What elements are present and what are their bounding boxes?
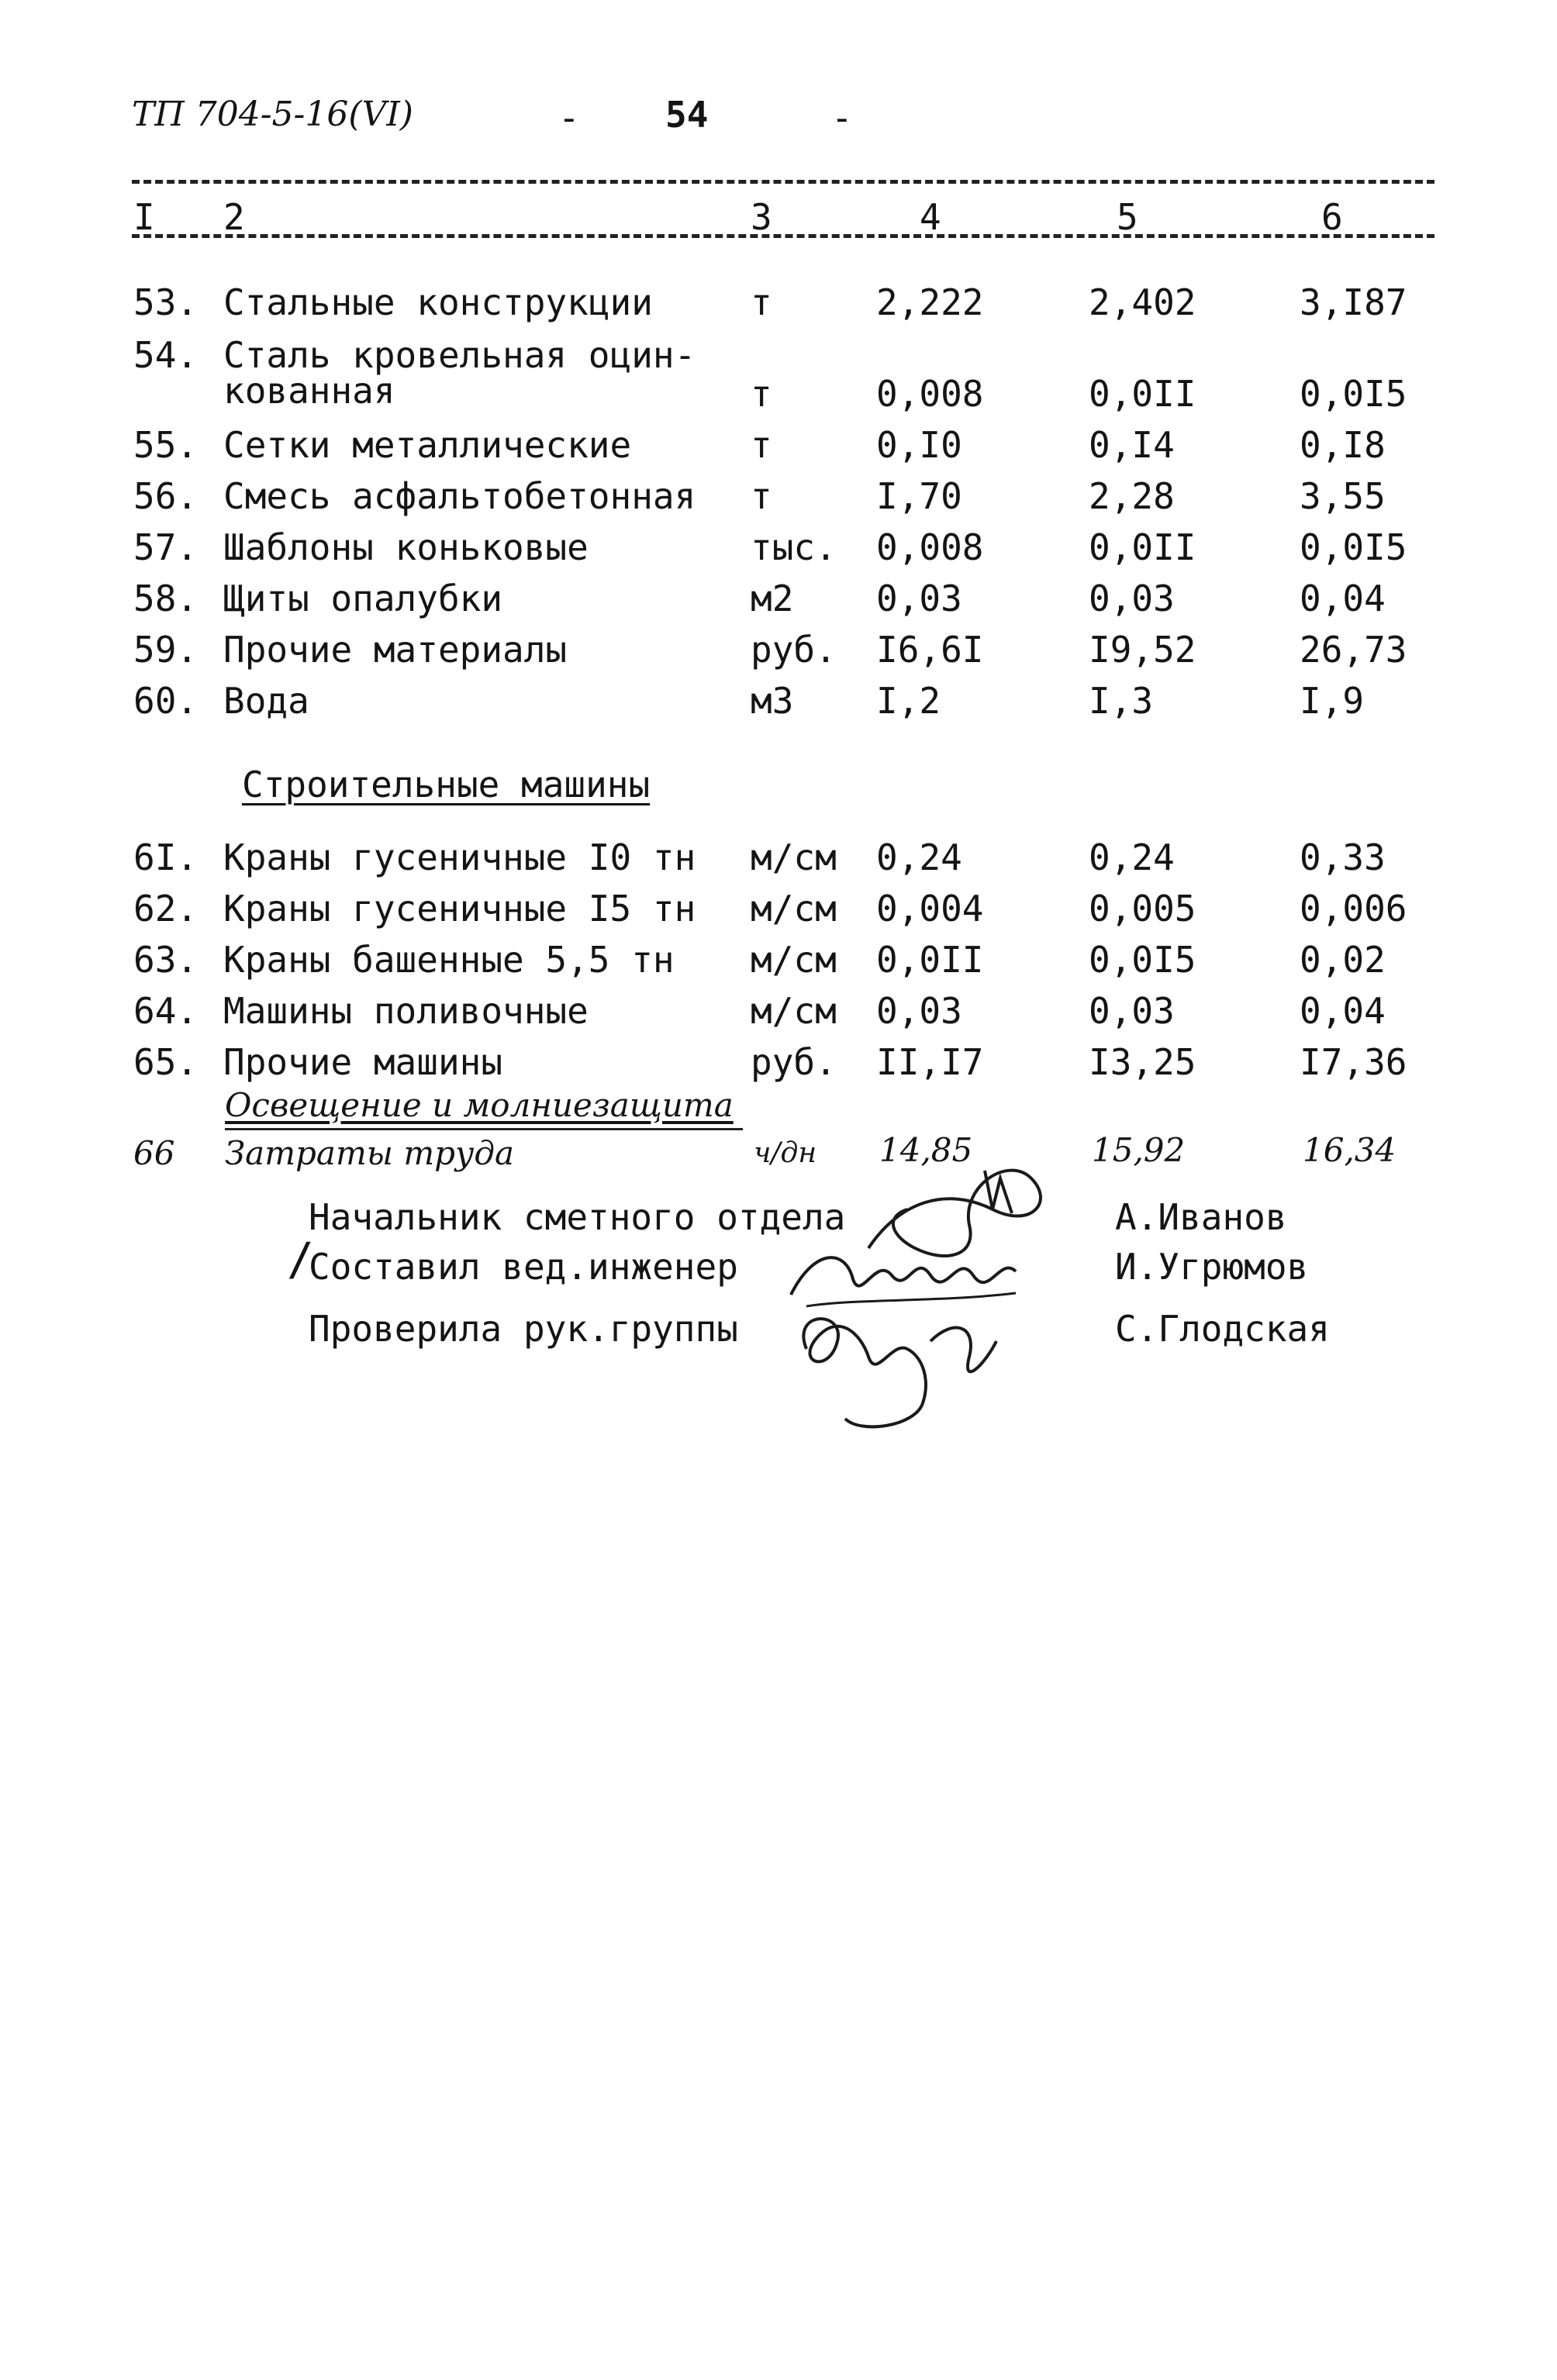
signature-slash: /	[287, 1233, 314, 1285]
signature-role: Начальник сметного отдела	[309, 1196, 846, 1238]
row-value-6: 0,0I5	[1300, 526, 1407, 568]
signature-person: А.Иванов	[1115, 1196, 1287, 1238]
row-value-4: 0,24	[876, 836, 962, 878]
column-header-1: I	[133, 196, 155, 238]
row-unit: тыс.	[751, 526, 837, 568]
page-marker-left: -	[558, 97, 580, 139]
header-rule-bottom	[132, 234, 1434, 238]
row-value-5: 0,0II	[1089, 526, 1196, 568]
signature-role: Составил вед.инженер	[309, 1246, 738, 1288]
row-value-5: I3,25	[1089, 1041, 1196, 1083]
handwritten-section-heading: Освещение и молниезащита	[225, 1086, 734, 1124]
row-name: Сталь кровельная оцин-	[223, 334, 696, 376]
row-num: 59.	[133, 629, 199, 671]
column-header-3: 3	[751, 196, 772, 238]
row-num: 53.	[133, 281, 199, 323]
row-name: Краны гусеничные I0 тн	[223, 836, 696, 878]
handwritten-row-value-6: 16,34	[1303, 1131, 1396, 1169]
page-marker-right: -	[831, 97, 853, 139]
column-header-4: 4	[920, 196, 941, 238]
row-value-5: I,3	[1089, 680, 1154, 722]
row-num: 63.	[133, 939, 199, 981]
row-value-5: 0,I4	[1089, 424, 1175, 466]
row-unit: м/см	[751, 836, 837, 878]
row-num: 6I.	[133, 836, 199, 878]
row-value-6: 0,33	[1300, 836, 1386, 878]
row-unit: руб.	[751, 1041, 837, 1083]
row-value-6: 26,73	[1300, 629, 1407, 671]
row-value-4: I6,6I	[876, 629, 984, 671]
row-value-6: 0,0I5	[1300, 373, 1407, 415]
row-num: 60.	[133, 680, 199, 722]
row-value-6: 0,04	[1300, 578, 1386, 619]
row-num: 54.	[133, 334, 199, 376]
section-heading-machines: Строительные машины	[242, 764, 651, 805]
row-unit: т	[751, 475, 772, 517]
row-num: 55.	[133, 424, 199, 466]
row-value-6: 0,006	[1300, 888, 1407, 930]
column-header-6: 6	[1321, 196, 1343, 238]
handwritten-row-value-4: 14,85	[879, 1131, 973, 1169]
row-name: Машины поливочные	[223, 990, 589, 1032]
header-rule-top	[132, 180, 1434, 184]
row-value-6: 3,55	[1300, 475, 1386, 517]
row-value-5: 0,0II	[1089, 373, 1196, 415]
row-name: Смесь асфальтобетонная	[223, 475, 696, 517]
row-num: 62.	[133, 888, 199, 930]
row-value-4: 2,222	[876, 281, 984, 323]
row-value-5: 0,03	[1089, 578, 1175, 619]
column-header-2: 2	[223, 196, 245, 238]
handwritten-row-value-5: 15,92	[1092, 1131, 1186, 1169]
row-num: 57.	[133, 526, 199, 568]
row-unit: руб.	[751, 629, 837, 671]
row-unit: м2	[751, 578, 794, 619]
row-unit: м3	[751, 680, 794, 722]
row-value-4: II,I7	[876, 1041, 984, 1083]
row-value-6: 0,04	[1300, 990, 1386, 1032]
doc-code: ТП 704-5-16(VI)	[132, 95, 413, 134]
row-value-5: I9,52	[1089, 629, 1196, 671]
row-num: 65.	[133, 1041, 199, 1083]
row-value-4: 0,004	[876, 888, 984, 930]
row-name: Шаблоны коньковые	[223, 526, 589, 568]
row-name: Стальные конструкции	[223, 281, 653, 323]
row-value-6: 0,02	[1300, 939, 1386, 981]
row-unit: м/см	[751, 990, 837, 1032]
signature-person: С.Глодская	[1115, 1308, 1330, 1350]
row-unit: м/см	[751, 888, 837, 930]
row-value-4: I,70	[876, 475, 962, 517]
signature-person: И.Угрюмов	[1115, 1246, 1309, 1288]
handwritten-row-name: Затраты труда	[225, 1134, 515, 1172]
row-name: Краны башенные 5,5 тн	[223, 939, 675, 981]
signature-scribble-group-lead	[775, 1295, 1016, 1442]
handwritten-row-unit: ч/дн	[754, 1137, 817, 1169]
row-value-5: 0,03	[1089, 990, 1175, 1032]
row-name: Вода	[223, 680, 309, 722]
row-value-6: 3,I87	[1300, 281, 1407, 323]
row-value-4: 0,I0	[876, 424, 962, 466]
row-num: 64.	[133, 990, 199, 1032]
row-value-6: I7,36	[1300, 1041, 1407, 1083]
row-value-5: 2,402	[1089, 281, 1196, 323]
row-name: Прочие материалы	[223, 629, 568, 671]
row-name: Краны гусеничные I5 тн	[223, 888, 696, 930]
row-num: 56.	[133, 475, 199, 517]
handwritten-rule	[225, 1128, 743, 1130]
row-unit: т	[751, 281, 772, 323]
row-value-4: I,2	[876, 680, 941, 722]
row-value-5: 0,24	[1089, 836, 1175, 878]
row-num: 58.	[133, 578, 199, 619]
row-unit: м/см	[751, 939, 837, 981]
row-value-4: 0,008	[876, 526, 984, 568]
column-header-5: 5	[1117, 196, 1138, 238]
row-value-4: 0,03	[876, 990, 962, 1032]
row-name: Прочие машины	[223, 1041, 503, 1083]
row-name: Щиты опалубки	[223, 578, 503, 619]
row-name: Сетки металлические	[223, 424, 632, 466]
row-value-5: 0,005	[1089, 888, 1196, 930]
handwritten-row-num: 66	[133, 1134, 175, 1172]
row-value-4: 0,0II	[876, 939, 984, 981]
row-value-5: 0,0I5	[1089, 939, 1196, 981]
row-value-6: 0,I8	[1300, 424, 1386, 466]
row-value-5: 2,28	[1089, 475, 1175, 517]
row-name-continuation: кованная	[223, 370, 395, 412]
row-value-6: I,9	[1300, 680, 1365, 722]
row-unit: т	[751, 424, 772, 466]
page-number: 54	[665, 94, 709, 136]
row-unit: т	[751, 373, 772, 415]
signature-role: Проверила рук.группы	[309, 1308, 738, 1350]
row-value-4: 0,03	[876, 578, 962, 619]
row-value-4: 0,008	[876, 373, 984, 415]
